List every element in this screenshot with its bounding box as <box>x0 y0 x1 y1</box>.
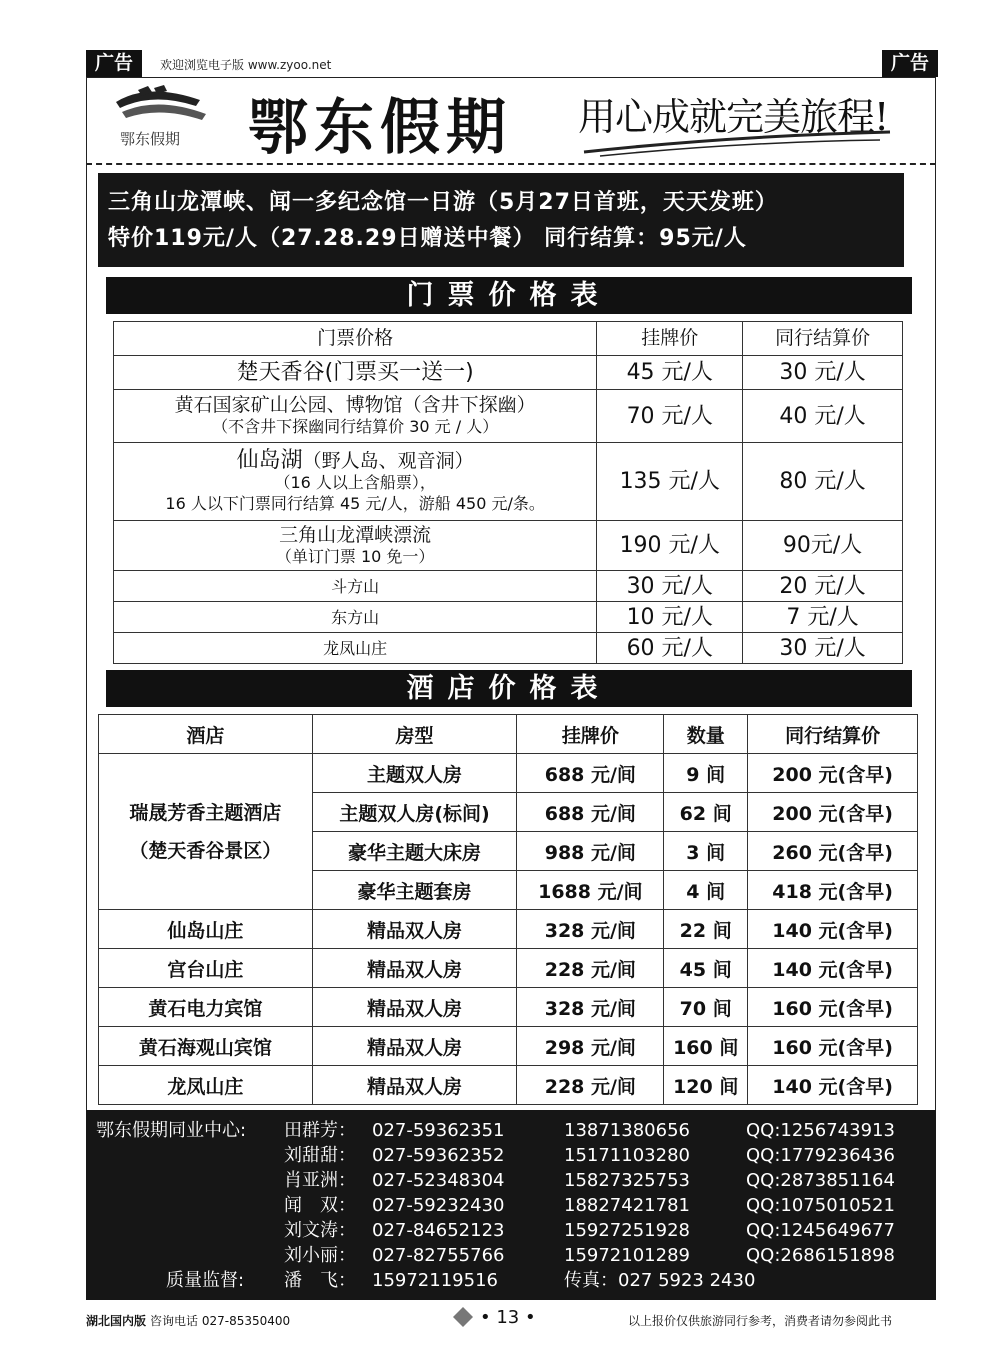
header-cell: 房型 <box>312 715 517 754</box>
header-cell: 门票价格 <box>114 322 597 356</box>
hotel-name: 黄石海观山宾馆 <box>99 1027 313 1066</box>
contact-row <box>86 1193 936 1218</box>
ticket-note: （16 人以上含船票）， <box>274 472 436 492</box>
contact-mobile: 15927251928 <box>564 1220 690 1241</box>
ad-badge-left: 广告 <box>86 50 142 77</box>
table-header-row <box>99 715 918 754</box>
contact-tel: 027-84652123 <box>372 1220 505 1241</box>
contact-row <box>86 1243 936 1268</box>
edition-label: 湖北国内版 <box>86 1314 147 1328</box>
room-type: 主题双人房 <box>312 754 517 793</box>
contact-qq: QQ:2873851164 <box>746 1170 895 1191</box>
hotel-section-title: 酒店价格表 <box>106 670 912 707</box>
contact-tel: 027-59232430 <box>372 1195 505 1216</box>
list-price: 45 元/人 <box>597 356 743 390</box>
ticket-name: 东方山 <box>114 602 597 633</box>
table-row <box>114 633 903 664</box>
hotline: 咨询电话 027-85350400 <box>150 1314 291 1328</box>
room-type: 豪华主题大床房 <box>312 832 517 871</box>
settle-price: 160 元(含早) <box>748 988 918 1027</box>
list-price: 988 元/间 <box>517 832 664 871</box>
logo-text: 鄂东假期 <box>120 130 181 148</box>
contact-qq: QQ:2686151898 <box>746 1245 895 1266</box>
room-type: 精品双人房 <box>312 949 517 988</box>
contact-name: 刘文涛： <box>284 1220 356 1241</box>
promo-line-1: 三角山龙潭峡、闻一多纪念馆一日游（5月27日首班，天天发班） <box>108 190 778 215</box>
ticket-price-table <box>113 321 903 664</box>
room-type: 精品双人房 <box>312 1066 517 1105</box>
contact-name: 刘小丽： <box>284 1245 356 1266</box>
list-price: 10 元/人 <box>597 602 743 633</box>
settle-price: 418 元(含早) <box>748 871 918 910</box>
settle-price: 140 元(含早) <box>748 1066 918 1105</box>
ticket-name: 楚天香谷(门票买一送一) <box>114 356 597 390</box>
ad-badge-right: 广告 <box>882 50 938 77</box>
contact-panel <box>86 1110 936 1300</box>
room-quantity: 160 间 <box>664 1027 748 1066</box>
settle-price: 80 元/人 <box>743 443 903 521</box>
table-row <box>99 1027 918 1066</box>
settle-price: 160 元(含早) <box>748 1027 918 1066</box>
header-cell: 挂牌价 <box>597 322 743 356</box>
contact-qq: QQ:1075010521 <box>746 1195 895 1216</box>
hotel-name: 仙岛山庄 <box>99 910 313 949</box>
contact-mobile: 15972101289 <box>564 1245 690 1266</box>
room-type: 精品双人房 <box>312 910 517 949</box>
room-type: 精品双人房 <box>312 1027 517 1066</box>
settle-price: 30 元/人 <box>743 633 903 664</box>
hotel-name: 龙凤山庄 <box>99 1066 313 1105</box>
table-row <box>99 988 918 1027</box>
settle-price: 140 元(含早) <box>748 949 918 988</box>
room-quantity: 9 间 <box>664 754 748 793</box>
ticket-name: 斗方山 <box>114 571 597 602</box>
settle-price: 30 元/人 <box>743 356 903 390</box>
contact-tel: 027-59362351 <box>372 1120 505 1141</box>
ticket-name: 三角山龙潭峡漂流 <box>279 523 432 546</box>
list-price: 60 元/人 <box>597 633 743 664</box>
contact-mobile: 18827421781 <box>564 1195 690 1216</box>
page-number: • 13 • <box>480 1306 536 1328</box>
header-cell: 酒店 <box>99 715 313 754</box>
fax-number: 传真：027 5923 2430 <box>564 1270 756 1291</box>
ticket-section-title: 门票价格表 <box>106 277 912 314</box>
hotel-price-table <box>98 714 918 1105</box>
room-quantity: 70 间 <box>664 988 748 1027</box>
top-note: 欢迎浏览电子版 www.zyoo.net <box>160 58 332 72</box>
ticket-name-cell <box>114 521 597 571</box>
contact-tel: 027-59362352 <box>372 1145 505 1166</box>
ticket-name-cell <box>114 390 597 443</box>
room-type: 精品双人房 <box>312 988 517 1027</box>
room-quantity: 22 间 <box>664 910 748 949</box>
table-row <box>99 1066 918 1105</box>
ticket-name: 黄石国家矿山公园、博物馆（含井下探幽） <box>174 394 536 416</box>
room-type: 主题双人房(标间) <box>312 793 517 832</box>
list-price: 688 元/间 <box>517 793 664 832</box>
table-row <box>114 571 903 602</box>
list-price: 70 元/人 <box>597 390 743 443</box>
contact-tel: 027-52348304 <box>372 1170 505 1191</box>
ticket-note: 16 人以下门票同行结算 45 元/人，游船 450 元/条。 <box>165 493 545 513</box>
hotel-name: 瑞晟芳香主题酒店 <box>129 801 282 824</box>
contact-name: 田群芳： <box>284 1120 356 1141</box>
list-price: 328 元/间 <box>517 910 664 949</box>
contact-mobile: 13871380656 <box>564 1120 690 1141</box>
list-price: 228 元/间 <box>517 1066 664 1105</box>
settle-price: 200 元(含早) <box>748 754 918 793</box>
list-price: 328 元/间 <box>517 988 664 1027</box>
ticket-note: （单订门票 10 免一） <box>275 546 435 566</box>
table-row <box>114 521 903 571</box>
table-row <box>114 356 903 390</box>
room-type: 豪华主题套房 <box>312 871 517 910</box>
contact-row <box>86 1218 936 1243</box>
room-quantity: 45 间 <box>664 949 748 988</box>
supervisor-row <box>86 1268 936 1293</box>
contact-mobile: 15171103280 <box>564 1145 690 1166</box>
contact-name: 肖亚洲： <box>284 1170 356 1191</box>
table-row <box>99 910 918 949</box>
list-price: 1688 元/间 <box>517 871 664 910</box>
promo-banner <box>98 173 904 267</box>
list-price: 228 元/间 <box>517 949 664 988</box>
table-row <box>99 949 918 988</box>
ticket-name: 龙凤山庄 <box>114 633 597 664</box>
ticket-name: 仙岛湖 <box>236 447 303 473</box>
footer-left <box>86 1312 290 1329</box>
hotel-name: 黄石电力宾馆 <box>99 988 313 1027</box>
promo-line-2: 特价119元/人（27.28.29日赠送中餐） 同行结算：95元/人 <box>108 226 747 251</box>
table-row <box>114 390 903 443</box>
hotel-location: （楚天香谷景区） <box>129 839 282 862</box>
diamond-icon <box>452 1306 474 1328</box>
settle-price: 200 元(含早) <box>748 793 918 832</box>
ticket-name-extra: （野人岛、观音洞） <box>302 449 474 472</box>
settle-price: 140 元(含早) <box>748 910 918 949</box>
list-price: 298 元/间 <box>517 1027 664 1066</box>
settle-price: 40 元/人 <box>743 390 903 443</box>
slogan: 用心成就完美旅程! <box>578 95 889 139</box>
table-row <box>114 443 903 521</box>
dashed-divider <box>86 163 936 165</box>
ticket-name-cell <box>114 443 597 521</box>
contact-name: 刘甜甜： <box>284 1145 356 1166</box>
list-price: 135 元/人 <box>597 443 743 521</box>
page-number-area <box>452 1306 536 1328</box>
contact-row <box>86 1168 936 1193</box>
contact-qq: QQ:1779236436 <box>746 1145 895 1166</box>
settle-price: 20 元/人 <box>743 571 903 602</box>
list-price: 190 元/人 <box>597 521 743 571</box>
contact-qq: QQ:1256743913 <box>746 1120 895 1141</box>
settle-price: 90元/人 <box>743 521 903 571</box>
list-price: 688 元/间 <box>517 754 664 793</box>
hotel-name-cell <box>99 754 313 910</box>
contact-name: 闻 双： <box>284 1195 356 1216</box>
contact-qq: QQ:1245649677 <box>746 1220 895 1241</box>
supervisor-tel: 15972119516 <box>372 1270 498 1291</box>
list-price: 30 元/人 <box>597 571 743 602</box>
ticket-note: （不含井下探幽同行结算价 30 元 / 人） <box>212 417 499 436</box>
settle-price: 260 元(含早) <box>748 832 918 871</box>
room-quantity: 62 间 <box>664 793 748 832</box>
room-quantity: 4 间 <box>664 871 748 910</box>
hotel-name: 宫台山庄 <box>99 949 313 988</box>
table-header-row <box>114 322 903 356</box>
slogan-swoosh-icon <box>580 128 900 158</box>
table-row <box>114 602 903 633</box>
supervise-label: 质量监督: <box>166 1270 245 1291</box>
contact-center-label: 鄂东假期同业中心: <box>96 1120 247 1141</box>
header-cell: 同行结算价 <box>743 322 903 356</box>
header-cell: 数量 <box>664 715 748 754</box>
brand-title: 鄂东假期 <box>248 93 512 163</box>
contact-row <box>86 1118 936 1143</box>
contact-row <box>86 1143 936 1168</box>
supervisor-name: 潘 飞： <box>284 1270 356 1291</box>
room-quantity: 120 间 <box>664 1066 748 1105</box>
contact-tel: 027-82755766 <box>372 1245 505 1266</box>
table-row <box>99 754 918 793</box>
contact-mobile: 15827325753 <box>564 1170 690 1191</box>
room-quantity: 3 间 <box>664 832 748 871</box>
footer-disclaimer: 以上报价仅供旅游同行参考，消费者请勿参阅此书 <box>628 1314 893 1328</box>
header-cell: 挂牌价 <box>517 715 664 754</box>
settle-price: 7 元/人 <box>743 602 903 633</box>
header-cell: 同行结算价 <box>748 715 918 754</box>
